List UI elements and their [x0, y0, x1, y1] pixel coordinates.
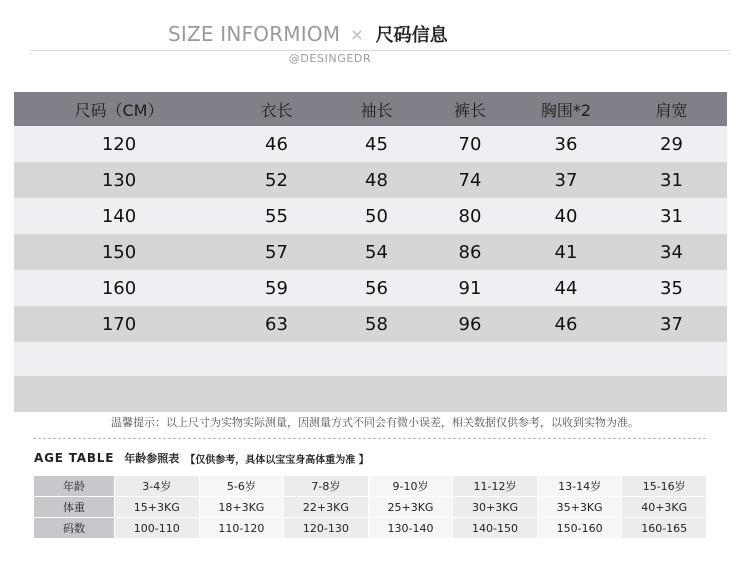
- age-table: [34, 476, 707, 539]
- title-english: SIZE INFORMIOM: [168, 22, 341, 46]
- weight-cell: 40+3KG: [622, 497, 707, 518]
- header-subtitle: @DESINGEDR: [288, 52, 372, 65]
- table-row: [14, 270, 727, 306]
- table-cell: 37: [660, 313, 683, 335]
- title-chinese: 尺码信息: [375, 25, 448, 46]
- age-title-subtitle: 【仅供参考，具体以宝宝身高体重为准 】: [185, 454, 369, 466]
- table-cell: 86: [458, 241, 482, 263]
- age-title-chinese: 年龄参照表: [124, 452, 180, 465]
- table-cell: 91: [458, 277, 482, 299]
- table-row: [14, 234, 727, 270]
- header-cell-chest: 胸围*2: [540, 100, 592, 120]
- age-table-title: [34, 450, 369, 466]
- table-cell: 150: [101, 241, 137, 263]
- weight-cell: 25+3KG: [369, 497, 454, 518]
- header: [0, 0, 750, 90]
- table-row: [14, 306, 727, 342]
- table-cell: 46: [554, 313, 578, 335]
- header-cell-shoulder: 肩宽: [655, 100, 688, 120]
- size-cell: 160-165: [622, 518, 707, 539]
- header-cell-pants: 裤长: [453, 100, 486, 120]
- age-cell: 3-4岁: [115, 476, 200, 497]
- table-cell: 41: [554, 241, 578, 263]
- size-cell: 100-110: [115, 518, 200, 539]
- dashed-divider: [33, 438, 706, 439]
- table-cell: 140: [101, 205, 137, 227]
- table-cell: 58: [365, 313, 388, 335]
- size-row-label: 码数: [34, 518, 115, 539]
- table-cell: 46: [265, 133, 288, 155]
- weight-cell: 35+3KG: [538, 497, 623, 518]
- weight-row: [34, 497, 707, 518]
- age-cell: 7-8岁: [284, 476, 369, 497]
- table-cell: 57: [265, 241, 288, 263]
- table-row: [14, 198, 727, 234]
- header-title: [168, 20, 448, 48]
- table-cell: 160: [101, 277, 137, 299]
- size-cell: 140-150: [453, 518, 538, 539]
- header-cell-sleeve: 袖长: [360, 100, 393, 120]
- table-cell: 31: [660, 169, 683, 191]
- table-cell: 48: [365, 169, 388, 191]
- size-cell: 150-160: [538, 518, 623, 539]
- table-cell: 55: [265, 205, 288, 227]
- table-cell: 44: [554, 277, 578, 299]
- table-cell: 37: [554, 169, 578, 191]
- table-cell: 35: [660, 277, 683, 299]
- age-row-label: 年龄: [34, 476, 115, 497]
- table-row: [14, 126, 727, 162]
- table-cell: 96: [458, 313, 482, 335]
- table-cell: 120: [101, 133, 137, 155]
- table-cell: 130: [101, 169, 137, 191]
- table-cell: 80: [458, 205, 482, 227]
- age-title-english: AGE TABLE: [34, 451, 115, 465]
- age-cell: 15-16岁: [622, 476, 707, 497]
- table-cell: 54: [365, 241, 388, 263]
- table-row: [14, 162, 727, 198]
- table-cell: 74: [458, 169, 482, 191]
- weight-cell: 15+3KG: [115, 497, 200, 518]
- header-divider: [30, 50, 730, 51]
- table-cell: 56: [365, 277, 388, 299]
- table-cell: 29: [660, 133, 683, 155]
- weight-row-label: 体重: [34, 497, 115, 518]
- title-separator: ×: [350, 24, 364, 44]
- table-cell: 52: [265, 169, 288, 191]
- table-cell: 31: [660, 205, 683, 227]
- table-cell: 170: [101, 313, 137, 335]
- header-cell-length: 衣长: [260, 100, 293, 120]
- table-cell: 59: [265, 277, 288, 299]
- table-cell: 45: [365, 133, 388, 155]
- header-cell-size: 尺码（CM）: [74, 100, 164, 120]
- size-table-header: [14, 92, 727, 126]
- table-cell: 40: [554, 205, 578, 227]
- empty-row: [14, 376, 727, 412]
- age-cell: 11-12岁: [453, 476, 538, 497]
- empty-row: [14, 342, 727, 376]
- age-cell: 9-10岁: [369, 476, 454, 497]
- table-cell: 34: [660, 241, 683, 263]
- size-cell: 130-140: [369, 518, 454, 539]
- weight-cell: 18+3KG: [200, 497, 285, 518]
- size-cell: 110-120: [200, 518, 285, 539]
- table-cell: 36: [554, 133, 578, 155]
- measurement-note: 温馨提示：以上尺寸为实物实际测量，因测量方式不同会有微小误差，相关数据仅供参考，以收到实物为准。: [111, 416, 639, 429]
- size-cell: 120-130: [284, 518, 369, 539]
- age-cell: 13-14岁: [538, 476, 623, 497]
- weight-cell: 22+3KG: [284, 497, 369, 518]
- table-cell: 50: [365, 205, 388, 227]
- age-cell: 5-6岁: [200, 476, 285, 497]
- size-table: [14, 92, 727, 412]
- table-cell: 63: [265, 313, 288, 335]
- table-cell: 70: [458, 133, 482, 155]
- weight-cell: 30+3KG: [453, 497, 538, 518]
- age-row: [34, 476, 707, 497]
- size-row: [34, 518, 707, 539]
